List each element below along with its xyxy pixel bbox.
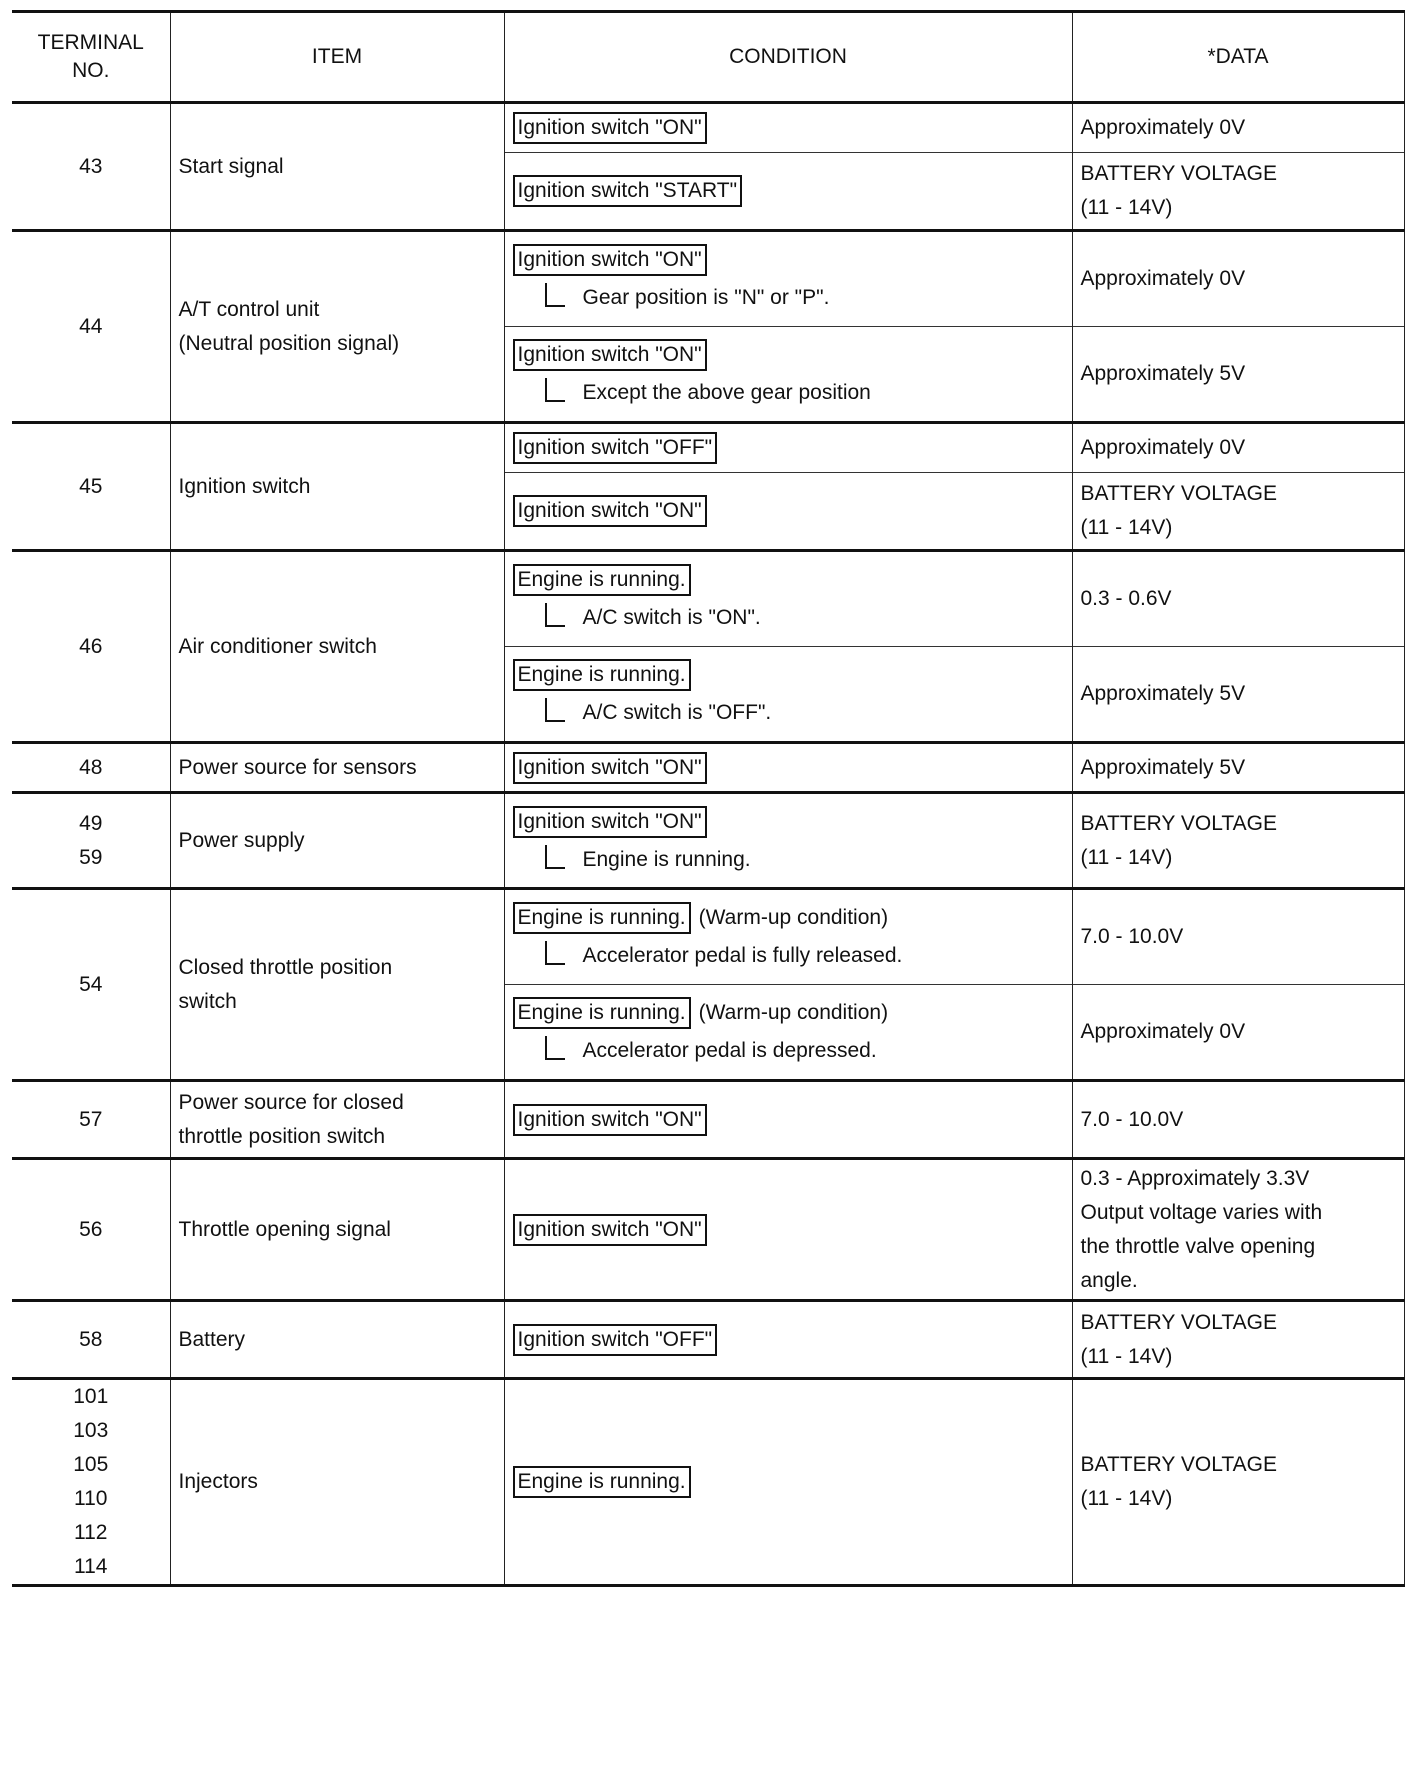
data-value: BATTERY VOLTAGE	[1080, 811, 1277, 835]
data-cell	[1072, 551, 1404, 647]
condition-box: Engine is running.	[513, 659, 691, 691]
branch-corner-icon	[545, 698, 565, 722]
data-value: BATTERY VOLTAGE	[1080, 482, 1277, 505]
terminal-cell	[12, 1379, 170, 1586]
data-value: Approximately 5V	[1080, 362, 1246, 385]
data-cell	[1072, 1081, 1404, 1159]
data-cell	[1072, 793, 1404, 889]
condition-cell	[504, 103, 1072, 153]
sub-condition-text: Engine is running.	[582, 847, 751, 871]
condition-line	[513, 1323, 1064, 1357]
item-label: Injectors	[178, 1470, 258, 1493]
item-cell	[170, 1081, 504, 1159]
table-row	[12, 551, 1404, 647]
table-row	[12, 793, 1404, 889]
condition-cell	[504, 1301, 1072, 1379]
condition-line	[513, 1103, 1064, 1137]
sub-condition	[545, 939, 1064, 973]
condition-line	[513, 658, 1064, 692]
condition-line	[513, 431, 1064, 465]
condition-box: Engine is running.	[513, 997, 691, 1029]
item-cell	[170, 793, 504, 889]
item-label: A/T control unit	[178, 297, 320, 321]
condition-cell	[504, 327, 1072, 423]
terminal-number: 48	[79, 755, 103, 779]
condition-cell	[504, 793, 1072, 889]
condition-line	[513, 751, 1064, 785]
sub-condition-text: Accelerator pedal is fully released.	[582, 944, 903, 967]
data-value: BATTERY VOLTAGE	[1080, 1310, 1277, 1334]
condition-box: Engine is running.	[513, 1466, 691, 1498]
data-cell	[1072, 153, 1404, 231]
data-value: (11 - 14V)	[1080, 1344, 1173, 1368]
data-value: Approximately 0V	[1080, 116, 1246, 139]
data-value: Approximately 0V	[1080, 1020, 1246, 1043]
condition-line	[513, 996, 1064, 1030]
condition-cell	[504, 647, 1072, 743]
condition-line	[513, 111, 1064, 145]
terminal-number: 105	[73, 1453, 109, 1476]
terminal-number: 44	[79, 314, 103, 338]
terminal-cell	[12, 423, 170, 551]
item-cell	[170, 743, 504, 793]
condition-box: Ignition switch "OFF"	[513, 1324, 718, 1356]
sub-condition	[545, 281, 1064, 315]
data-cell	[1072, 103, 1404, 153]
condition-line	[513, 338, 1064, 372]
sub-condition	[545, 1034, 1064, 1068]
header-data: *DATA	[1072, 12, 1404, 103]
header-condition: CONDITION	[504, 12, 1072, 103]
terminal-cell	[12, 889, 170, 1081]
table-row	[12, 1301, 1404, 1379]
condition-line	[513, 563, 1064, 597]
terminal-number: 46	[79, 634, 103, 658]
header-terminal-line1: TERMINAL	[37, 31, 144, 54]
condition-box: Ignition switch "ON"	[513, 1214, 707, 1246]
terminal-number: 59	[79, 845, 103, 869]
data-cell	[1072, 1301, 1404, 1379]
data-cell	[1072, 889, 1404, 985]
terminal-cell	[12, 793, 170, 889]
item-cell	[170, 231, 504, 423]
data-cell	[1072, 743, 1404, 793]
condition-cell	[504, 1081, 1072, 1159]
data-value: Approximately 5V	[1080, 755, 1246, 779]
data-cell	[1072, 1379, 1404, 1586]
condition-box: Engine is running.	[513, 902, 691, 934]
condition-note: (Warm-up condition)	[698, 1001, 889, 1024]
item-label: Start signal	[178, 154, 284, 178]
data-value: (11 - 14V)	[1080, 1487, 1173, 1510]
data-cell	[1072, 327, 1404, 423]
terminal-data-table	[12, 10, 1405, 1587]
terminal-number: 43	[79, 154, 103, 178]
header-terminal	[12, 12, 170, 103]
item-label: Air conditioner switch	[178, 634, 377, 658]
terminal-cell	[12, 1159, 170, 1301]
terminal-cell	[12, 231, 170, 423]
item-label: Power supply	[178, 828, 305, 852]
terminal-number: 49	[79, 811, 103, 835]
item-cell	[170, 1379, 504, 1586]
item-cell	[170, 1301, 504, 1379]
terminal-cell	[12, 1081, 170, 1159]
condition-cell	[504, 1159, 1072, 1301]
condition-line	[513, 1213, 1064, 1247]
data-value: angle.	[1080, 1268, 1138, 1292]
sub-condition	[545, 843, 1064, 877]
terminal-number: 54	[79, 972, 103, 996]
data-value: Approximately 0V	[1080, 267, 1246, 290]
sub-condition-text: Accelerator pedal is depressed.	[582, 1039, 877, 1062]
sub-condition-text: Gear position is "N" or "P".	[582, 286, 830, 309]
terminal-cell	[12, 1301, 170, 1379]
condition-cell	[504, 423, 1072, 473]
sub-condition	[545, 696, 1064, 730]
branch-corner-icon	[545, 603, 565, 627]
condition-box: Ignition switch "ON"	[513, 752, 707, 784]
branch-corner-icon	[545, 1036, 565, 1060]
header-terminal-line2: NO.	[72, 59, 110, 82]
table-row	[12, 103, 1404, 153]
condition-box: Ignition switch "ON"	[513, 339, 707, 371]
data-cell	[1072, 231, 1404, 327]
condition-line	[513, 901, 1064, 935]
condition-cell	[504, 551, 1072, 647]
data-value: the throttle valve opening	[1080, 1234, 1316, 1258]
condition-line	[513, 243, 1064, 277]
terminal-cell	[12, 743, 170, 793]
terminal-number: 110	[74, 1487, 108, 1510]
condition-box: Engine is running.	[513, 564, 691, 596]
condition-cell	[504, 1379, 1072, 1586]
condition-line	[513, 805, 1064, 839]
item-cell	[170, 1159, 504, 1301]
item-label: (Neutral position signal)	[178, 331, 400, 355]
item-label: throttle position switch	[178, 1124, 386, 1148]
condition-line	[513, 494, 1064, 528]
data-cell	[1072, 647, 1404, 743]
terminal-number: 57	[79, 1107, 103, 1131]
data-cell	[1072, 1159, 1404, 1301]
data-value: 7.0 - 10.0V	[1080, 925, 1184, 948]
condition-box: Ignition switch "ON"	[513, 806, 707, 838]
table-row	[12, 1159, 1404, 1301]
table-row	[12, 1081, 1404, 1159]
table-row	[12, 889, 1404, 985]
branch-corner-icon	[545, 283, 565, 307]
condition-cell	[504, 743, 1072, 793]
condition-cell	[504, 473, 1072, 551]
terminal-number: 58	[79, 1327, 103, 1351]
branch-corner-icon	[545, 941, 565, 965]
condition-line	[513, 174, 1064, 208]
condition-box: Ignition switch "ON"	[513, 244, 707, 276]
condition-line	[513, 1465, 1064, 1499]
condition-cell	[504, 231, 1072, 327]
condition-box: Ignition switch "ON"	[513, 1104, 707, 1136]
data-value: (11 - 14V)	[1080, 516, 1173, 539]
item-label: Power source for sensors	[178, 755, 417, 779]
item-cell	[170, 423, 504, 551]
item-cell	[170, 103, 504, 231]
terminal-number: 103	[73, 1419, 109, 1442]
data-value: Approximately 5V	[1080, 682, 1246, 705]
item-cell	[170, 889, 504, 1081]
table-row	[12, 423, 1404, 473]
data-value: 0.3 - 0.6V	[1080, 587, 1172, 610]
item-label: Closed throttle position	[178, 955, 393, 979]
data-cell	[1072, 423, 1404, 473]
header-row	[12, 12, 1404, 103]
condition-box: Ignition switch "ON"	[513, 112, 707, 144]
item-label: Throttle opening signal	[178, 1217, 391, 1241]
sub-condition	[545, 376, 1064, 410]
data-value: 7.0 - 10.0V	[1080, 1107, 1184, 1131]
terminal-cell	[12, 551, 170, 743]
sub-condition-text: Except the above gear position	[582, 381, 871, 404]
table-row	[12, 231, 1404, 327]
condition-box: Ignition switch "ON"	[513, 495, 707, 527]
data-value: BATTERY VOLTAGE	[1080, 1453, 1277, 1476]
terminal-number: 101	[73, 1385, 109, 1408]
terminal-number: 56	[79, 1217, 103, 1241]
item-label: Ignition switch	[178, 474, 311, 498]
data-value: (11 - 14V)	[1080, 196, 1173, 219]
sub-condition	[545, 601, 1064, 635]
data-value: Output voltage varies with	[1080, 1200, 1323, 1224]
item-label: switch	[178, 989, 237, 1013]
terminal-number: 114	[74, 1555, 108, 1578]
condition-cell	[504, 153, 1072, 231]
condition-cell	[504, 985, 1072, 1081]
data-value: (11 - 14V)	[1080, 845, 1173, 869]
terminal-cell	[12, 103, 170, 231]
item-label: Battery	[178, 1327, 246, 1351]
table-row	[12, 1379, 1404, 1586]
condition-note: (Warm-up condition)	[698, 906, 889, 929]
terminal-number: 45	[79, 474, 103, 498]
branch-corner-icon	[545, 378, 565, 402]
header-item: ITEM	[170, 12, 504, 103]
condition-box: Ignition switch "START"	[513, 175, 743, 207]
condition-cell	[504, 889, 1072, 985]
data-value: 0.3 - Approximately 3.3V	[1080, 1166, 1310, 1190]
data-value: Approximately 0V	[1080, 436, 1246, 459]
table-row	[12, 743, 1404, 793]
data-cell	[1072, 473, 1404, 551]
condition-box: Ignition switch "OFF"	[513, 432, 718, 464]
sub-condition-text: A/C switch is "ON".	[582, 606, 761, 629]
data-cell	[1072, 985, 1404, 1081]
sub-condition-text: A/C switch is "OFF".	[582, 701, 772, 724]
item-label: Power source for closed	[178, 1090, 404, 1114]
data-value: BATTERY VOLTAGE	[1080, 162, 1277, 185]
terminal-number: 112	[74, 1521, 108, 1544]
branch-corner-icon	[545, 845, 565, 869]
item-cell	[170, 551, 504, 743]
